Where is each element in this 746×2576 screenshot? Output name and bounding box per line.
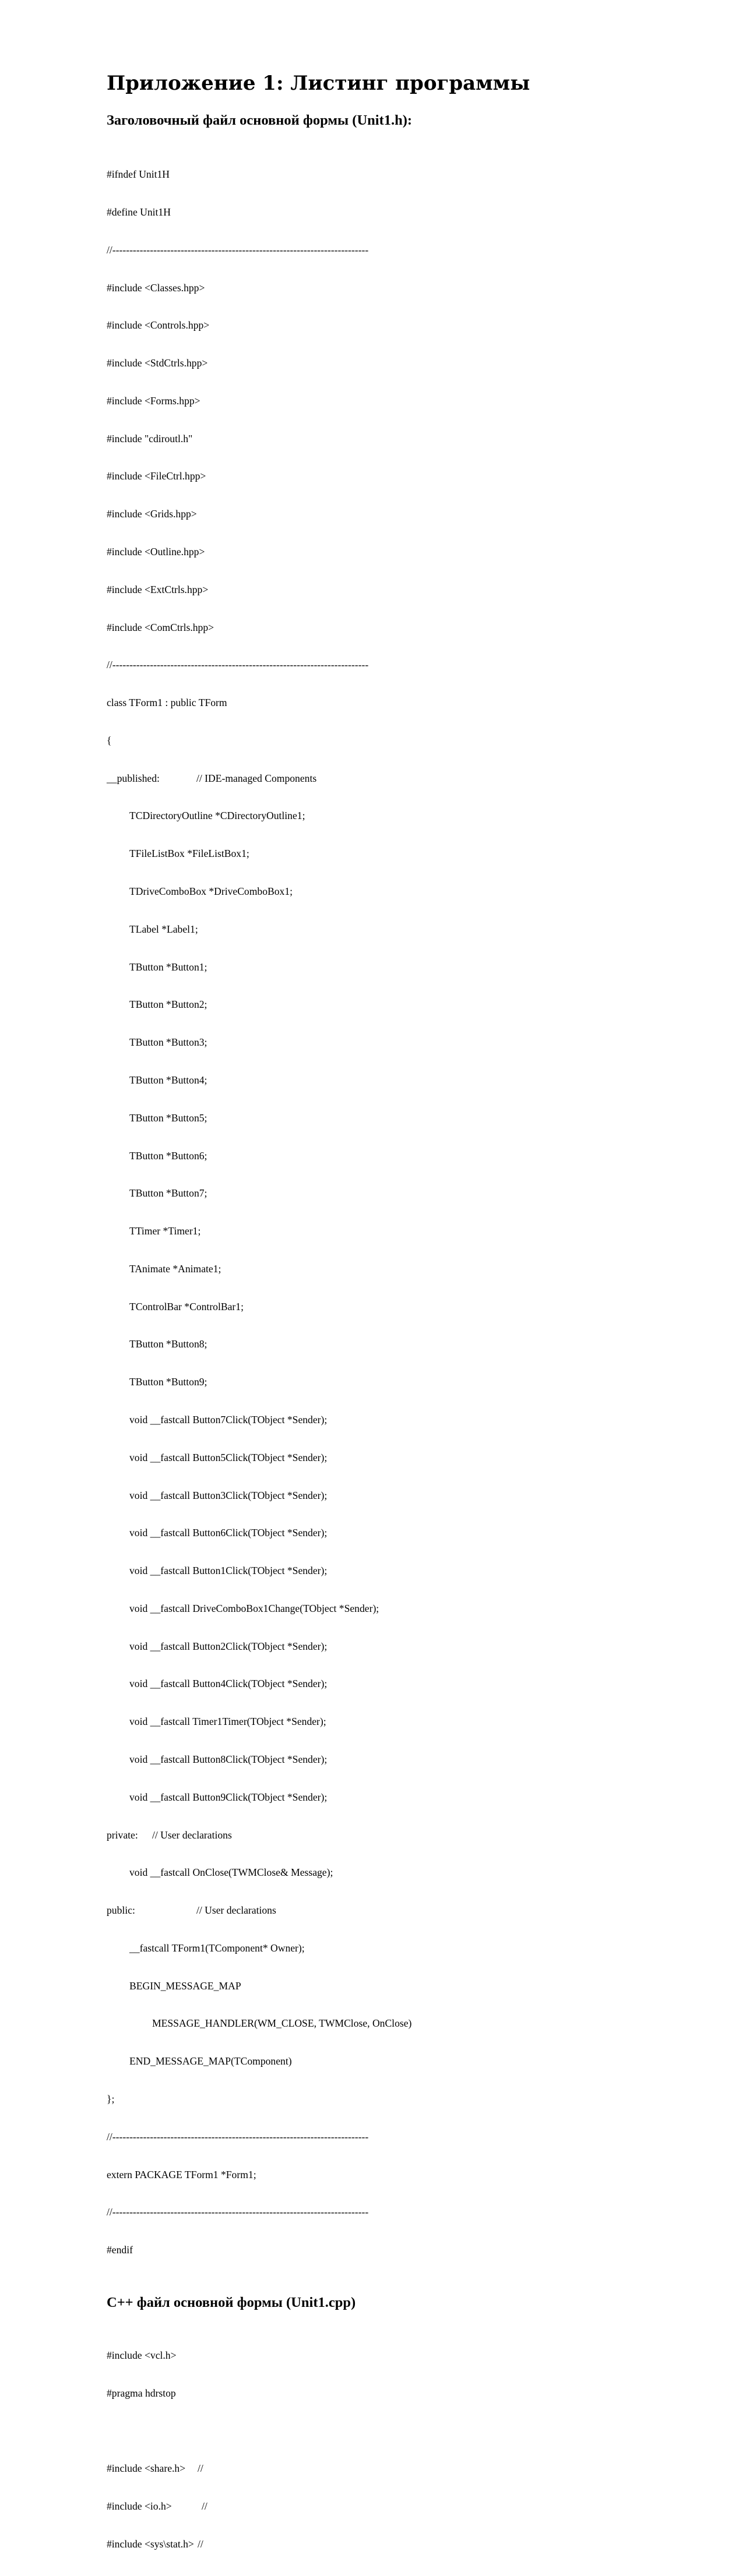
- code-line-public: [107, 1904, 689, 1917]
- code-line-include-share: [107, 2462, 689, 2475]
- code-line: extern PACKAGE TForm1 *Form1;: [107, 2168, 256, 2180]
- code-line: #include <ExtCtrls.hpp>: [107, 583, 209, 595]
- code-line: //---------------------------------------------------------------------------: [107, 2130, 369, 2143]
- code-line: TButton *Button3;: [129, 1036, 207, 1049]
- code-line: #include <Controls.hpp>: [107, 319, 210, 331]
- code-line: TButton *Button1;: [129, 961, 207, 973]
- code-keyword: private:: [107, 1829, 138, 1841]
- code-line: };: [107, 2093, 115, 2105]
- code-line: void __fastcall Timer1Timer(TObject *Sender);: [129, 1716, 326, 1728]
- code-include: #include <share.h>: [107, 2462, 186, 2475]
- code-line: TControlBar *ControlBar1;: [129, 1300, 244, 1312]
- code-line: END_MESSAGE_MAP(TComponent): [129, 2055, 292, 2067]
- code-line: TDriveComboBox *DriveComboBox1;: [129, 885, 293, 898]
- code-line: class TForm1 : public TForm: [107, 697, 227, 709]
- code-comment: // IDE-managed Components: [196, 772, 317, 784]
- code-line: void __fastcall Button9Click(TObject *Sender);: [129, 1791, 328, 1803]
- code-line-include-stat: [107, 2538, 689, 2551]
- code-comment: //: [198, 2538, 203, 2550]
- code-include: #include <io.h>: [107, 2500, 172, 2513]
- code-line: TLabel *Label1;: [129, 923, 198, 935]
- code-line: #include <Forms.hpp>: [107, 394, 200, 407]
- code-line: TButton *Button2;: [129, 998, 207, 1011]
- code-include: #include <sys\stat.h>: [107, 2538, 194, 2550]
- code-line: void __fastcall Button6Click(TObject *Sender);: [129, 1527, 328, 1539]
- section-heading-unit1-cpp: C++ файл основной формы (Unit1.cpp): [107, 2294, 356, 2310]
- code-line: #include <Outline.hpp>: [107, 546, 205, 557]
- code-line: #include <ComCtrls.hpp>: [107, 621, 214, 633]
- code-line: TCDirectoryOutline *CDirectoryOutline1;: [129, 810, 305, 822]
- code-line: TAnimate *Animate1;: [129, 1262, 221, 1275]
- code-line: #pragma hdrstop: [107, 2387, 176, 2399]
- code-line: TButton *Button8;: [129, 1338, 207, 1350]
- code-line: void __fastcall Button8Click(TObject *Sender);: [129, 1753, 328, 1765]
- document-page: [107, 69, 689, 2576]
- code-line: void __fastcall Button4Click(TObject *Sender);: [129, 1678, 328, 1690]
- code-keyword: __published:: [107, 772, 160, 784]
- code-line: TButton *Button7;: [129, 1187, 207, 1199]
- section-heading-unit1-h: Заголовочный файл основной формы (Unit1.h):: [107, 112, 413, 128]
- code-line: #define Unit1H: [107, 206, 171, 218]
- code-line: #include "cdiroutl.h": [107, 432, 193, 444]
- code-comment: // User declarations: [196, 1904, 276, 1917]
- code-keyword: public:: [107, 1904, 135, 1917]
- code-line: __fastcall TForm1(TComponent* Owner);: [129, 1942, 305, 1954]
- code-line: TFileListBox *FileListBox1;: [129, 848, 249, 860]
- code-line: void __fastcall OnClose(TWMClose& Message);: [129, 1866, 333, 1879]
- code-line: TButton *Button6;: [129, 1149, 207, 1162]
- code-line: BEGIN_MESSAGE_MAP: [129, 1979, 241, 1992]
- code-listing-unit1-h: [107, 143, 689, 2282]
- code-line: #include <FileCtrl.hpp>: [107, 470, 206, 482]
- code-line: void __fastcall Button5Click(TObject *Sender);: [129, 1451, 328, 1463]
- code-line: TButton *Button9;: [129, 1376, 207, 1388]
- code-line: void __fastcall Button7Click(TObject *Sender);: [129, 1413, 328, 1425]
- code-line: void __fastcall Button2Click(TObject *Sender);: [129, 1640, 328, 1652]
- code-line: MESSAGE_HANDLER(WM_CLOSE, TWMClose, OnClose): [152, 2017, 412, 2030]
- code-line: #ifndef Unit1H: [107, 168, 170, 181]
- code-listing-unit1-cpp: [107, 2324, 689, 2576]
- code-comment: // User declarations: [152, 1829, 232, 1841]
- code-line: void __fastcall Button1Click(TObject *Sender);: [129, 1565, 328, 1577]
- code-line: //---------------------------------------------------------------------------: [107, 244, 369, 256]
- code-line: void __fastcall DriveComboBox1Change(TObject *Sender);: [129, 1602, 379, 1614]
- code-line: #include <vcl.h>: [107, 2349, 177, 2362]
- code-comment: //: [202, 2500, 207, 2513]
- code-line-include-io: [107, 2500, 689, 2513]
- code-line: TTimer *Timer1;: [129, 1225, 201, 1237]
- code-line: TButton *Button5;: [129, 1111, 207, 1124]
- code-line: #include <Grids.hpp>: [107, 508, 197, 520]
- code-line: #include <StdCtrls.hpp>: [107, 357, 208, 369]
- code-line: //---------------------------------------------------------------------------: [107, 659, 369, 671]
- code-line-published: [107, 772, 689, 785]
- code-line: #endif: [107, 2244, 133, 2256]
- blank-line: [107, 2425, 689, 2438]
- code-line: TButton *Button4;: [129, 1074, 207, 1086]
- document-title: Приложение 1: Листинг программы: [107, 72, 530, 95]
- code-line: void __fastcall Button3Click(TObject *Sender);: [129, 1489, 328, 1501]
- code-line: //---------------------------------------------------------------------------: [107, 2206, 369, 2218]
- code-line: #include <Classes.hpp>: [107, 281, 205, 294]
- code-comment: //: [198, 2462, 203, 2475]
- code-line: {: [107, 734, 112, 746]
- code-line-private: [107, 1829, 689, 1842]
